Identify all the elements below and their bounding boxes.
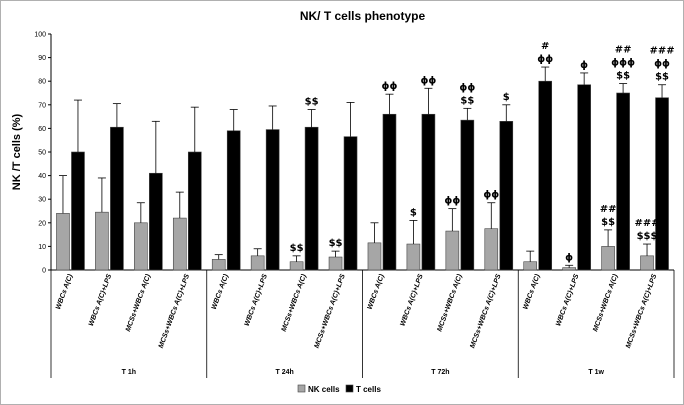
- significance-annotation: $: [409, 207, 417, 219]
- category-label: MCSs+WBCs A(C)+LPS: [157, 273, 192, 350]
- bar-nk-cells: [407, 244, 420, 270]
- bar-t-cells: [656, 98, 669, 270]
- significance-annotation: ###: [634, 218, 660, 230]
- bar-nk-cells: [524, 262, 537, 270]
- y-tick-label: 90: [38, 55, 46, 63]
- y-tick-label: 60: [38, 125, 46, 133]
- significance-annotation: ##: [599, 203, 617, 215]
- significance-annotation: ###: [649, 45, 675, 57]
- group-label: T 1w: [588, 369, 604, 376]
- bar-t-cells: [461, 120, 474, 270]
- y-tick-label: 30: [38, 196, 46, 204]
- legend-swatch-t-cells: [346, 385, 353, 392]
- significance-annotation: ϕϕϕ: [611, 57, 636, 69]
- significance-annotation: $$: [460, 95, 475, 107]
- bar-nk-cells: [212, 259, 225, 270]
- bar-t-cells: [578, 85, 591, 270]
- significance-annotation: $$$: [636, 231, 658, 243]
- bar-t-cells: [227, 131, 240, 270]
- bar-t-cells: [149, 173, 162, 270]
- significance-annotation: ϕϕ: [654, 58, 670, 70]
- bar-nk-cells: [563, 268, 576, 270]
- y-tick-label: 20: [38, 220, 46, 228]
- category-label: MCSs+WBCs A(C): [436, 273, 464, 333]
- chart-title: NK/ T cells phenotype: [299, 9, 426, 23]
- category-label: MCSs+WBCs A(C)+LPS: [625, 273, 659, 350]
- y-tick-label: 70: [38, 102, 46, 110]
- nk-t-cells-chart: [1, 1, 683, 404]
- category-label: WBCs A(C)+LPS: [399, 273, 425, 328]
- y-tick-label: 40: [38, 173, 46, 181]
- bar-t-cells: [71, 152, 84, 270]
- y-axis-label: NK /T cells (%): [11, 113, 23, 191]
- bar-nk-cells: [56, 213, 69, 270]
- bar-t-cells: [500, 121, 513, 270]
- significance-annotation: ϕ: [580, 59, 589, 71]
- legend-swatch-nk-cells: [298, 385, 305, 392]
- bar-nk-cells: [641, 256, 654, 270]
- significance-annotation: $$: [616, 70, 631, 82]
- category-label: MCSs+WBCs A(C): [592, 273, 620, 333]
- category-label: MCSs+WBCs A(C)+LPS: [469, 273, 503, 350]
- bar-t-cells: [539, 81, 552, 270]
- bar-t-cells: [617, 93, 630, 270]
- bar-t-cells: [422, 114, 435, 270]
- category-label: MCSs+WBCs A(C): [124, 273, 153, 333]
- bar-nk-cells: [134, 223, 147, 270]
- category-label: WBCs A(C): [210, 273, 231, 311]
- y-tick-label: 80: [38, 78, 46, 86]
- category-label: MCSs+WBCs A(C)+LPS: [313, 273, 347, 350]
- category-label: WBCs A(C)+LPS: [243, 273, 270, 328]
- bar-t-cells: [383, 114, 396, 270]
- y-tick-label: 10: [38, 243, 46, 251]
- significance-annotation: $: [502, 91, 510, 103]
- bar-t-cells: [110, 127, 123, 270]
- category-label: WBCs A(C): [522, 273, 542, 311]
- bar-t-cells: [305, 127, 318, 270]
- bar-nk-cells: [290, 262, 303, 270]
- bar-t-cells: [188, 152, 201, 270]
- bar-nk-cells: [485, 229, 498, 270]
- significance-annotation: $$: [601, 216, 616, 228]
- group-label: T 1h: [121, 369, 137, 376]
- significance-annotation: $$: [655, 71, 669, 83]
- bar-t-cells: [344, 137, 357, 270]
- bar-nk-cells: [602, 246, 615, 270]
- bar-t-cells: [266, 130, 279, 270]
- significance-annotation: ϕ: [565, 252, 574, 264]
- bars: [56, 67, 668, 270]
- significance-annotation: $$: [304, 96, 319, 108]
- significance-annotation: #: [541, 41, 550, 53]
- category-label: WBCs A(C)+LPS: [555, 273, 581, 328]
- legend-label-nk-cells: NK cells: [308, 385, 340, 394]
- bar-nk-cells: [95, 212, 108, 270]
- y-tick-label: 50: [38, 149, 46, 157]
- bar-nk-cells: [368, 243, 381, 270]
- category-label: MCSs+WBCs A(C): [280, 273, 308, 333]
- significance-annotation: $$: [289, 242, 304, 254]
- significance-annotation: ϕϕ: [420, 75, 437, 87]
- significance-annotation: ϕϕ: [381, 81, 398, 93]
- significance-annotation: ϕϕ: [483, 189, 500, 201]
- legend-label-t-cells: T cells: [356, 385, 381, 394]
- y-tick-label: 100: [34, 31, 46, 39]
- significance-annotation: $$: [328, 238, 343, 250]
- significance-annotation: ϕϕ: [444, 195, 461, 207]
- group-label: T 24h: [275, 369, 294, 376]
- bar-nk-cells: [173, 218, 186, 270]
- bar-nk-cells: [329, 257, 342, 270]
- significance-annotation: ϕϕ: [459, 82, 476, 94]
- significance-annotation: ##: [614, 44, 632, 56]
- category-label: WBCs A(C): [55, 273, 75, 311]
- legend: [298, 385, 381, 394]
- significance-annotation: ϕϕ: [537, 54, 554, 66]
- group-label: T 72h: [431, 369, 450, 376]
- category-label: WBCs A(C): [366, 273, 386, 311]
- bar-nk-cells: [251, 256, 264, 270]
- category-label: WBCs A(C)+LPS: [87, 273, 114, 328]
- bar-nk-cells: [446, 231, 459, 270]
- y-tick-label: 0: [42, 267, 46, 275]
